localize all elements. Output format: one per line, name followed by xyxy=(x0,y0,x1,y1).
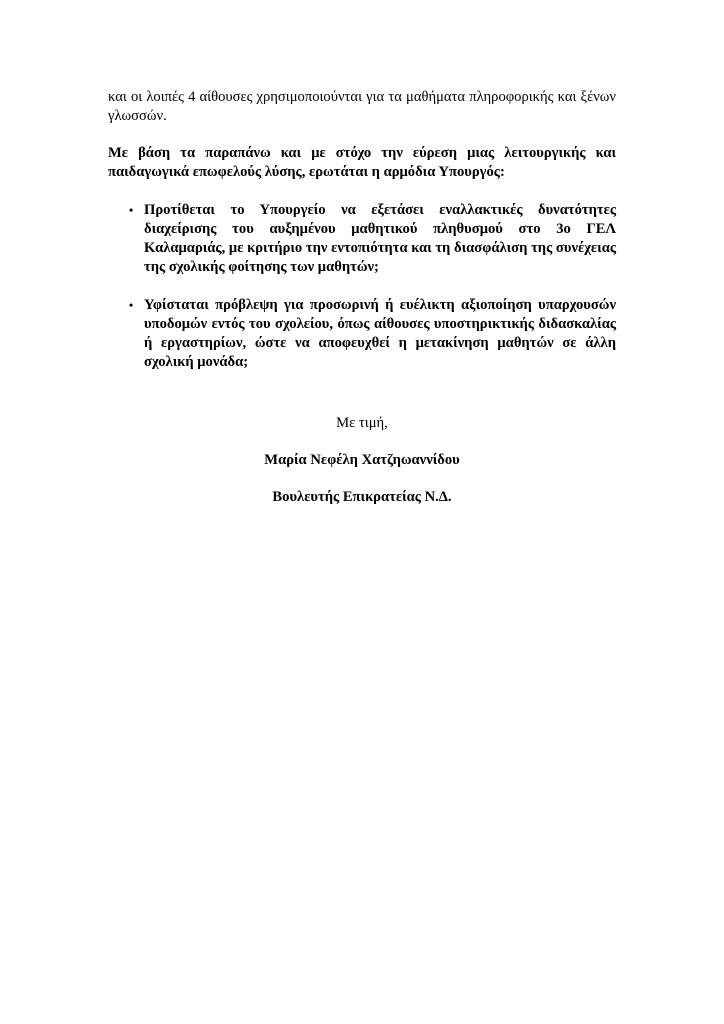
question-text: Υφίσταται πρόβλεψη για προσωρινή ή ευέλικτη αξιοποίηση υπαρχουσών υποδομών εντός του σχολείου, όπως αίθουσες υποστηρικτικής διδασκαλίας ή εργαστηρίων, ώστε να αποφευχθεί η μετακίνηση μαθητών σε άλλη σχολική μονάδα; xyxy=(144,297,616,370)
signer-name: Μαρία Νεφέλη Χατζηωαννίδου xyxy=(264,452,460,468)
document-body xyxy=(108,88,616,391)
signature-block xyxy=(108,414,616,507)
question-item xyxy=(108,296,616,372)
bullet-icon: • xyxy=(129,298,134,312)
question-item xyxy=(108,201,616,277)
bullet-icon: • xyxy=(129,203,134,217)
question-text: Προτίθεται το Υπουργείο να εξετάσει εναλλακτικές δυνατότητες διαχείρισης του αυξημένου μαθητικού πληθυσμού στο 3ο ΓΕΛ Καλαμαριάς, με κριτήριο την εντοπιότητα και τη διασφάλιση της συνέχειας της σχολικής φοίτησης των μαθητών; xyxy=(144,202,616,275)
questions-list xyxy=(108,201,616,372)
question-intro-paragraph: Με βάση τα παραπάνω και με στόχο την εύρεση μιας λειτουργικής και παιδαγωγικά επωφελούς λύσης, ερωτάται η αρμόδια Υπουργός: xyxy=(108,145,616,180)
closing-line: Με τιμή, xyxy=(336,415,388,431)
signer-title: Βουλευτής Επικρατείας Ν.Δ. xyxy=(272,489,452,505)
intro-paragraph: και οι λοιπές 4 αίθουσες χρησιμοποιούνται για τα μαθήματα πληροφορικής και ξένων γλωσσών. xyxy=(108,89,616,124)
